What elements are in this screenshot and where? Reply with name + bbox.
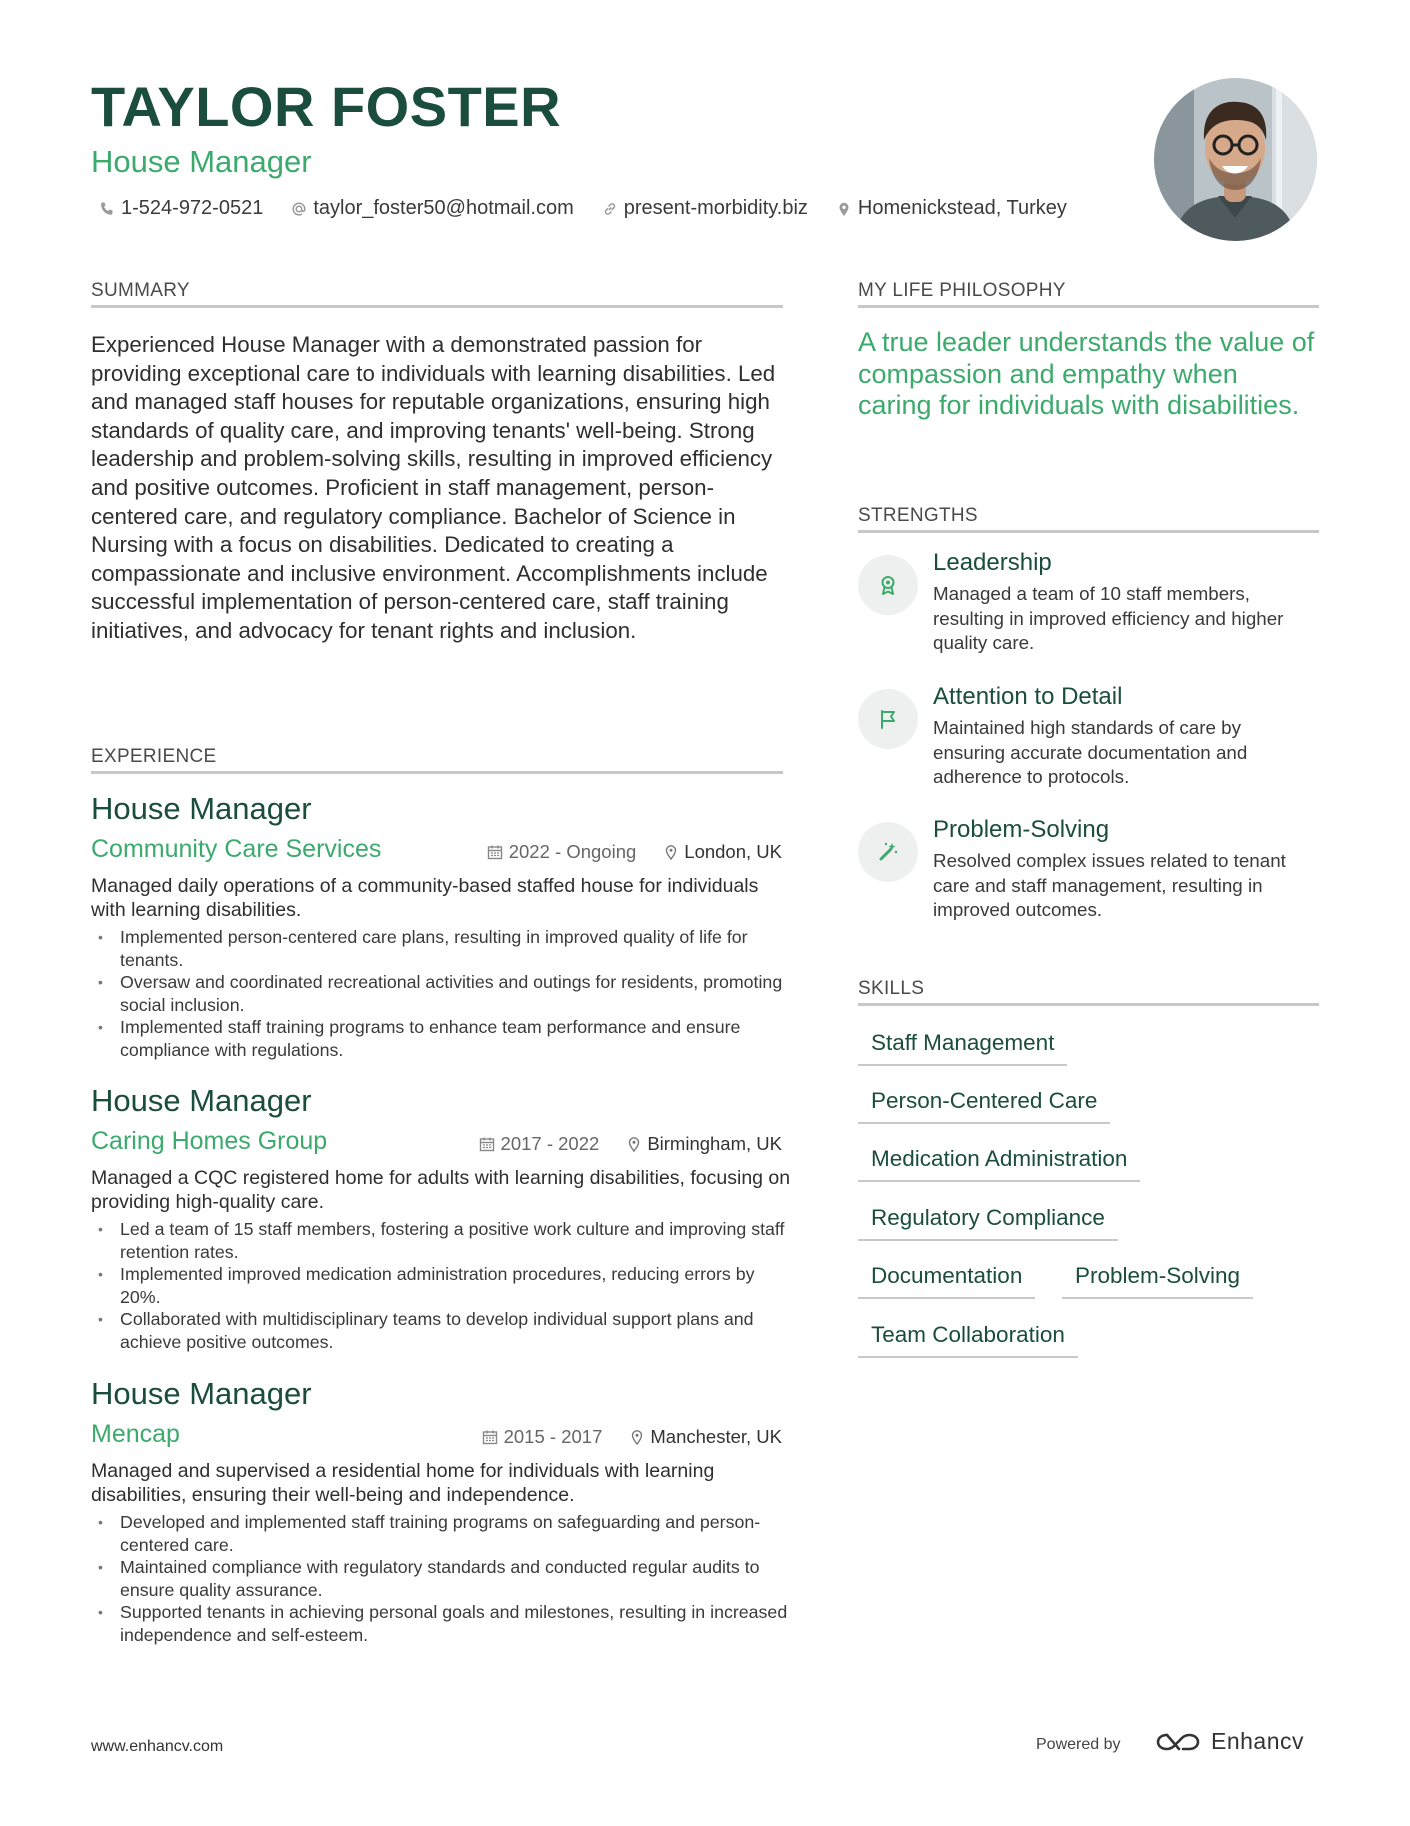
job-dates: 2022 - Ongoing (487, 841, 637, 863)
brand-name: Enhancv (1211, 1728, 1305, 1754)
skill-tag: Medication Administration (858, 1146, 1140, 1182)
award-icon (858, 555, 918, 615)
job-location: Manchester, UK (630, 1426, 782, 1448)
job-description: Managed and supervised a residential home for individuals with learning disabilities, ensuring their well-being and independence. (91, 1460, 715, 1506)
job-title: House Manager (91, 1376, 312, 1411)
strength-title: Problem-Solving (933, 816, 1110, 843)
list-item: • Oversaw and coordinated recreational activities and outings for residents, promoting social inclusion. (91, 971, 791, 1016)
philosophy-rule (858, 305, 1319, 308)
powered-by-label: Powered by (1036, 1736, 1121, 1753)
skill-tag: Regulatory Compliance (858, 1205, 1118, 1241)
footer-url[interactable]: www.enhancv.com (91, 1738, 224, 1755)
job-bullets (91, 1218, 791, 1353)
philosophy-quote: A true leader understands the value of compassion and empathy when caring for individuals with disabilities. (858, 327, 1315, 420)
job-company: Caring Homes Group (91, 1127, 328, 1155)
contact-website[interactable] (601, 197, 808, 220)
website-text: present-morbidity.biz (623, 197, 808, 219)
contact-phone[interactable] (98, 197, 263, 220)
summary-heading: SUMMARY (91, 280, 190, 301)
location-pin-icon (627, 1136, 641, 1152)
strengths-rule (858, 530, 1319, 533)
job-description: Managed a CQC registered home for adults with learning disabilities, focusing on providing high-quality care. (91, 1167, 791, 1213)
strength-description: Managed a team of 10 staff members, resulting in improved efficiency and higher quality care. (933, 583, 1284, 653)
list-item: • Implemented improved medication administration procedures, reducing errors by 20%. (91, 1263, 791, 1308)
contact-location (835, 197, 1067, 220)
job-meta (482, 1426, 782, 1448)
contact-bar (98, 197, 1094, 220)
flag-icon (858, 689, 918, 749)
magic-wand-icon (858, 822, 918, 882)
phone-text: 1-524-972-0521 (121, 197, 264, 219)
job-description: Managed daily operations of a community-based staffed house for individuals with learning disabilities. (91, 875, 759, 921)
strength-title: Leadership (933, 549, 1052, 576)
candidate-name: TAYLOR FOSTER (91, 75, 562, 138)
candidate-role: House Manager (91, 144, 312, 179)
phone-icon (98, 200, 116, 218)
calendar-icon (479, 1136, 495, 1152)
job-bullets (91, 926, 791, 1061)
contact-email[interactable] (290, 197, 573, 220)
link-icon (601, 200, 619, 218)
list-item: • Maintained compliance with regulatory standards and conducted regular audits to ensure quality assurance. (91, 1556, 791, 1601)
skill-tag: Team Collaboration (858, 1322, 1078, 1358)
skill-tag: Problem-Solving (1062, 1263, 1253, 1299)
experience-heading: EXPERIENCE (91, 746, 217, 767)
skill-tag: Person-Centered Care (858, 1088, 1110, 1124)
location-pin-icon (835, 200, 853, 218)
list-item: • Supported tenants in achieving personal goals and milestones, resulting in increased independence and self-esteem. (91, 1601, 791, 1646)
location-pin-icon (630, 1429, 644, 1445)
email-text: taylor_foster50@hotmail.com (313, 197, 574, 219)
job-location: London, UK (664, 841, 782, 863)
enhancv-logo-icon (1155, 1729, 1201, 1755)
job-meta (487, 841, 782, 863)
strength-description: Resolved complex issues related to tenant care and staff management, resulting in improved outcomes. (933, 850, 1286, 920)
skill-tag: Documentation (858, 1263, 1035, 1299)
job-bullets (91, 1511, 791, 1646)
job-title: House Manager (91, 791, 312, 826)
calendar-icon (487, 844, 503, 860)
list-item: • Led a team of 15 staff members, fostering a positive work culture and improving staff retention rates. (91, 1218, 791, 1263)
list-item: • Implemented staff training programs to enhance team performance and ensure compliance with regulations. (91, 1016, 791, 1061)
job-company: Mencap (91, 1420, 180, 1448)
list-item: • Implemented person-centered care plans, resulting in improved quality of life for tenants. (91, 926, 791, 971)
profile-photo (1154, 78, 1317, 241)
summary-text: Experienced House Manager with a demonstrated passion for providing exceptional care to individuals with learning disabilities. Led and managed staff houses for reputable organizations, ensuring high standards of quality care, and improving tenants' well-being. Strong leadership and problem-solving skills, resulting in improved efficiency and positive outcomes. Proficient in staff management, person-centered care, and regulatory compliance. Bachelor of Science in Nursing with a focus on disabilities. Dedicated to creating a compassionate and inclusive environment. Accomplishments include successful implementation of person-centered care, staff training initiatives, and advocacy for tenant rights and inclusion. (91, 332, 776, 643)
calendar-icon (482, 1429, 498, 1445)
location-pin-icon (664, 844, 678, 860)
at-icon (290, 200, 308, 218)
list-item: • Developed and implemented staff training programs on safeguarding and person-centered care. (91, 1511, 791, 1556)
philosophy-heading: MY LIFE PHILOSOPHY (858, 280, 1066, 301)
strength-title: Attention to Detail (933, 683, 1123, 710)
job-dates: 2017 - 2022 (479, 1133, 600, 1155)
skills-rule (858, 1003, 1319, 1006)
strengths-heading: STRENGTHS (858, 505, 978, 526)
job-company: Community Care Services (91, 835, 382, 863)
job-location: Birmingham, UK (627, 1133, 782, 1155)
summary-rule (91, 305, 783, 308)
brand-logo[interactable] (1155, 1728, 1304, 1755)
job-meta (479, 1133, 782, 1155)
job-title: House Manager (91, 1083, 312, 1118)
skill-tag: Staff Management (858, 1030, 1067, 1066)
strength-description: Maintained high standards of care by ensuring accurate documentation and adherence to protocols. (933, 717, 1248, 787)
location-text: Homenickstead, Turkey (857, 197, 1067, 219)
job-dates: 2015 - 2017 (482, 1426, 603, 1448)
experience-rule (91, 771, 783, 774)
list-item: • Collaborated with multidisciplinary teams to develop individual support plans and achieve positive outcomes. (91, 1308, 791, 1353)
skills-heading: SKILLS (858, 978, 925, 999)
